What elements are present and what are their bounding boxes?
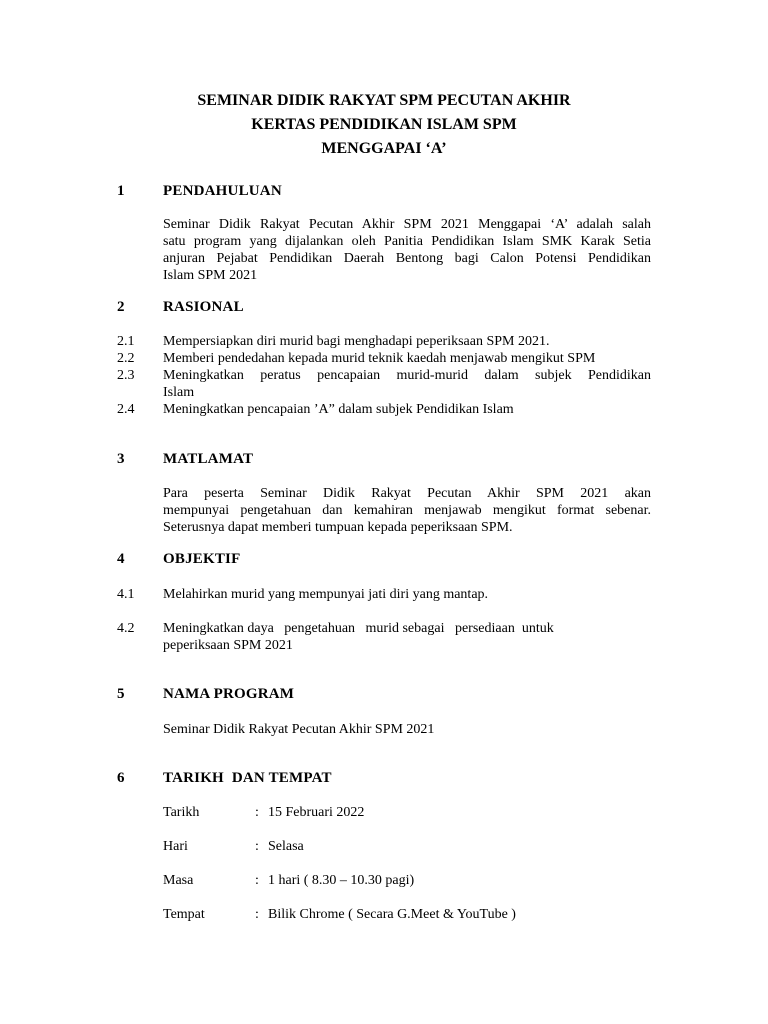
section-2-number: 2 xyxy=(117,299,125,315)
item-2-1-text: Mempersiapkan diri murid bagi menghadapi peperiksaan SPM 2021. xyxy=(163,334,550,349)
item-4-1-text: Melahirkan murid yang mempunyai jati diri yang mantap. xyxy=(163,587,489,602)
section-3-number: 3 xyxy=(117,451,125,467)
section-3-para-line-2: mempunyai pengetahuan dan kemahiran menjawab mengikut format sebenar. xyxy=(163,503,651,518)
tarikh-label: Tarikh xyxy=(163,805,200,820)
tempat-separator: : xyxy=(255,907,259,922)
section-4-number: 4 xyxy=(117,551,125,567)
item-2-3-text-line-1: Meningkatkan peratus pencapaian murid-murid dalam subjek Pendidikan xyxy=(163,368,651,383)
section-3-para-line-1: Para peserta Seminar Didik Rakyat Pecutan Akhir SPM 2021 akan xyxy=(163,486,651,501)
tarikh-value: 15 Februari 2022 xyxy=(268,805,365,820)
section-3-heading: MATLAMAT xyxy=(163,451,254,467)
item-4-2-text-line-1: Meningkatkan daya pengetahuan murid sebagai persediaan untuk xyxy=(163,621,554,636)
item-2-3-text-line-2: Islam xyxy=(163,385,195,400)
item-2-3-number: 2.3 xyxy=(117,368,135,383)
section-5-text: Seminar Didik Rakyat Pecutan Akhir SPM 2021 xyxy=(163,722,435,737)
section-1-para-line-1: Seminar Didik Rakyat Pecutan Akhir SPM 2021 Menggapai ‘A’ adalah salah xyxy=(163,217,651,232)
item-2-2-number: 2.2 xyxy=(117,351,135,366)
masa-separator: : xyxy=(255,873,259,888)
section-1-para-line-2: satu program yang dijalankan oleh Panitia Pendidikan Islam SMK Karak Setia xyxy=(163,234,651,249)
section-1-para-line-4: Islam SPM 2021 xyxy=(163,268,258,283)
title-line-3: MENGGAPAI ‘A’ xyxy=(321,140,447,157)
item-4-1-number: 4.1 xyxy=(117,587,135,602)
tempat-label: Tempat xyxy=(163,907,205,922)
hari-label: Hari xyxy=(163,839,188,854)
title-line-2: KERTAS PENDIDIKAN ISLAM SPM xyxy=(251,116,517,133)
tarikh-separator: : xyxy=(255,805,259,820)
section-4-heading: OBJEKTIF xyxy=(163,551,241,567)
section-5-number: 5 xyxy=(117,686,125,702)
item-2-4-text: Meningkatkan pencapaian ’A” dalam subjek Pendidikan Islam xyxy=(163,402,514,417)
section-1-heading: PENDAHULUAN xyxy=(163,183,282,199)
item-4-2-text-line-2: peperiksaan SPM 2021 xyxy=(163,638,293,653)
masa-value: 1 hari ( 8.30 – 10.30 pagi) xyxy=(268,873,415,888)
section-6-number: 6 xyxy=(117,770,125,786)
section-6-heading: TARIKH DAN TEMPAT xyxy=(163,770,332,786)
title-line-1: SEMINAR DIDIK RAKYAT SPM PECUTAN AKHIR xyxy=(197,92,571,109)
item-4-2-number: 4.2 xyxy=(117,621,135,636)
tempat-value: Bilik Chrome ( Secara G.Meet & YouTube ) xyxy=(268,907,516,922)
section-1-number: 1 xyxy=(117,183,125,199)
item-2-1-number: 2.1 xyxy=(117,334,135,349)
item-2-4-number: 2.4 xyxy=(117,402,135,417)
section-5-heading: NAMA PROGRAM xyxy=(163,686,295,702)
section-2-heading: RASIONAL xyxy=(163,299,244,315)
hari-separator: : xyxy=(255,839,259,854)
item-2-2-text: Memberi pendedahan kepada murid teknik kaedah menjawab mengikut SPM xyxy=(163,351,596,366)
hari-value: Selasa xyxy=(268,839,304,854)
masa-label: Masa xyxy=(163,873,194,888)
document-title xyxy=(0,89,768,161)
section-3-para-line-3: Seterusnya dapat memberi tumpuan kepada peperiksaan SPM. xyxy=(163,520,513,535)
section-1-para-line-3: anjuran Pejabat Pendidikan Daerah Bentong bagi Calon Potensi Pendidikan xyxy=(163,251,651,266)
